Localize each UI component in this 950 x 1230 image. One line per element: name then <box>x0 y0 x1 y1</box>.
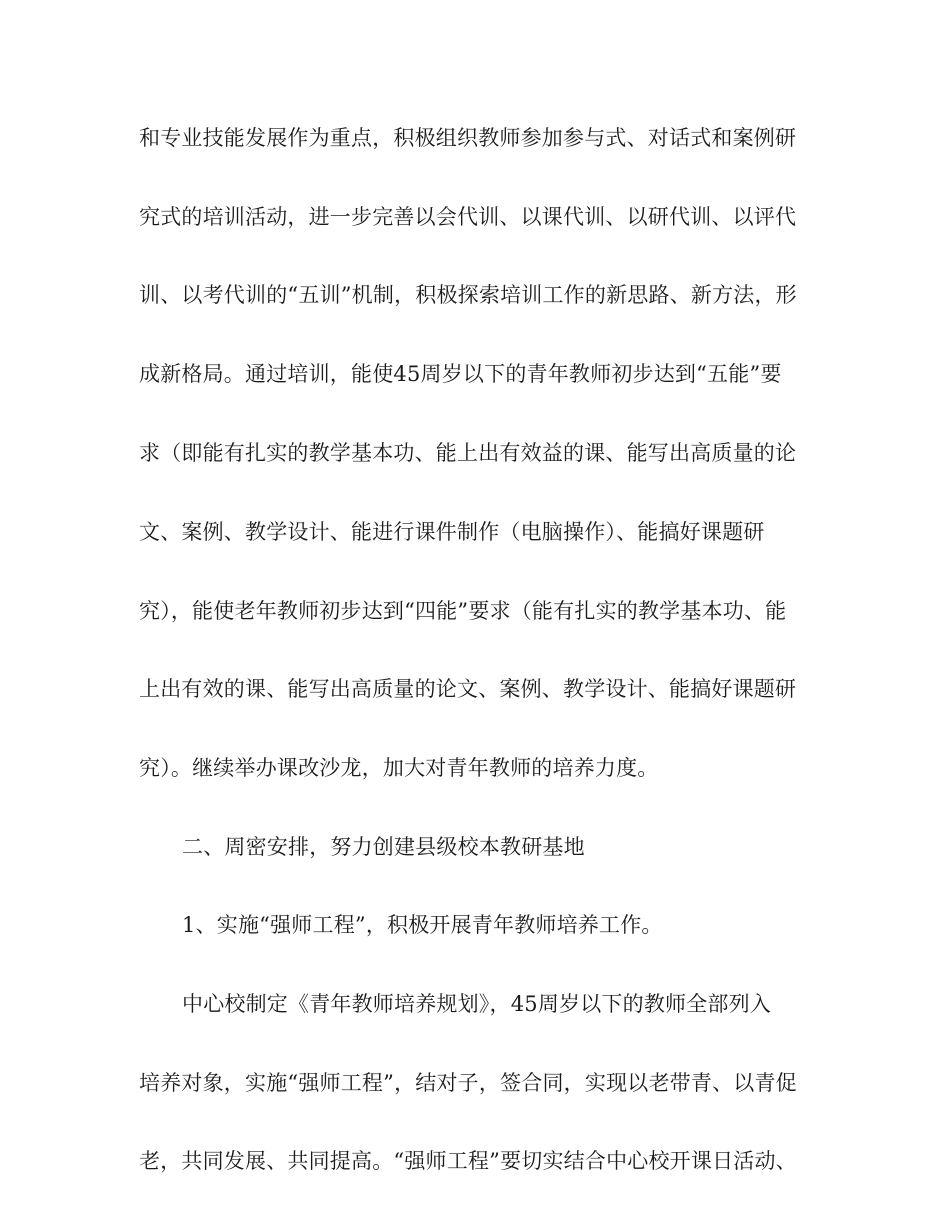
subsection-heading: 1、实施“强师工程”，积极开展青年教师培养工作。 <box>182 913 663 937</box>
paragraph-line: 和专业技能发展作为重点，积极组织教师参加参与式、对话式和案例研 <box>139 126 797 150</box>
paragraph-line: 中心校制定《青年教师培养规划》，45周岁以下的教师全部列入 <box>182 992 772 1016</box>
paragraph-line: 求（即能有扎实的教学基本功、能上出有效益的课、能写出高质量的论 <box>139 441 797 465</box>
paragraph-line: 上出有效的课、能写出高质量的论文、案例、教学设计、能搞好课题研 <box>139 677 797 701</box>
paragraph-line: 文、案例、教学设计、能进行课件制作（电脑操作）、能搞好课题研 <box>139 520 765 544</box>
paragraph-line: 究式的培训活动，进一步完善以会代训、以课代训、以研代训、以评代 <box>139 205 797 229</box>
paragraph-line: 成新格局。通过培训，能使45周岁以下的青年教师初步达到“五能”要 <box>139 362 782 386</box>
paragraph-line: 究）。继续举办课改沙龙，加大对青年教师的培养力度。 <box>139 756 659 780</box>
paragraph-line: 培养对象，实施“强师工程”，结对子，签合同，实现以老带青、以青促 <box>139 1071 797 1095</box>
paragraph-line: 训、以考代训的“五训”机制，积极探索培训工作的新思路、新方法，形 <box>139 283 797 307</box>
paragraph-line: 老，共同发展、共同提高。“强师工程”要切实结合中心校开课日活动、 <box>139 1149 797 1173</box>
paragraph-line: 究），能使老年教师初步达到“四能”要求（能有扎实的教学基本功、能 <box>139 599 787 623</box>
section-heading: 二、周密安排，努力创建县级校本教研基地 <box>182 835 585 859</box>
